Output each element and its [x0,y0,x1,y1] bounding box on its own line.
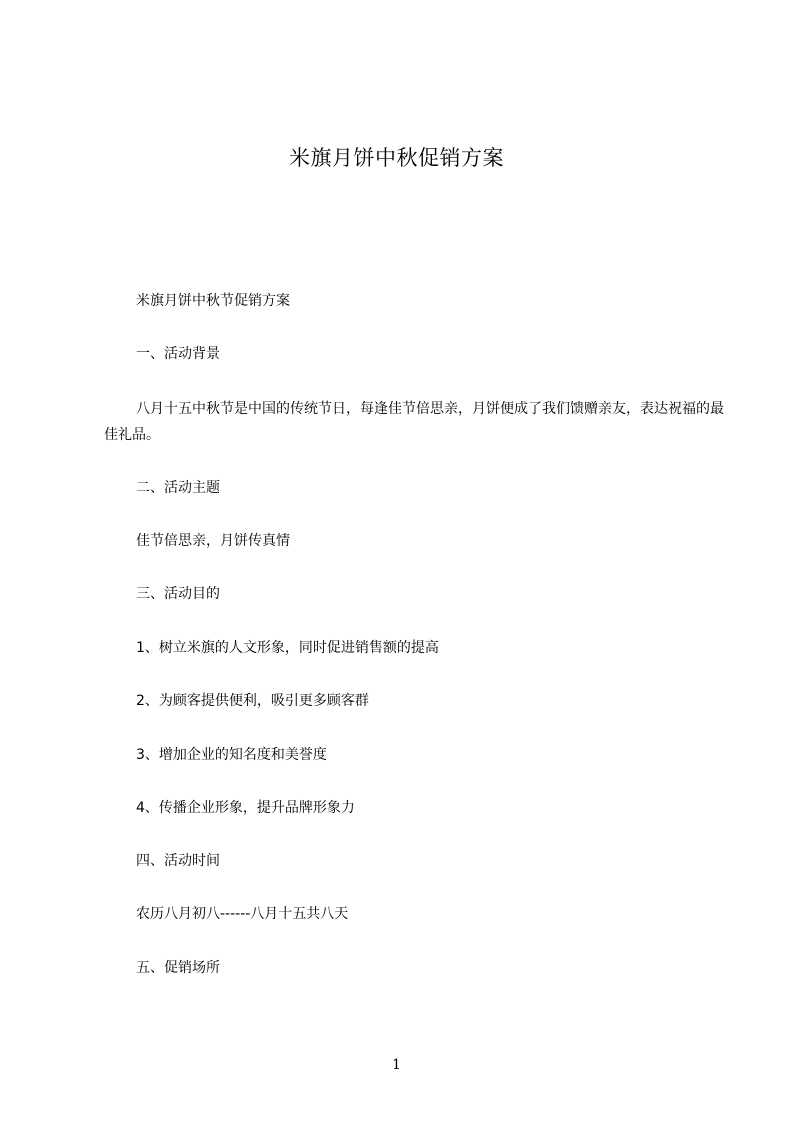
section-heading-venue: 五、促销场所 [136,960,220,976]
section-heading-time: 四、活动时间 [136,853,220,869]
subtitle-paragraph: 米旗月饼中秋节促销方案 [136,293,290,309]
section-heading-background: 一、活动背景 [136,346,220,362]
purpose-item-2: 2、为顾客提供便利，吸引更多顾客群 [136,693,369,709]
time-paragraph: 农历八月初八------八月十五共八天 [136,906,349,922]
background-paragraph: 八月十五中秋节是中国的传统节日，每逢佳节倍思亲，月饼便成了我们馈赠亲友，表达祝福的最佳礼品。 [104,401,724,443]
section-heading-theme: 二、活动主题 [136,480,220,496]
theme-paragraph: 佳节倍思亲，月饼传真情 [136,533,290,549]
purpose-item-1: 1、树立米旗的人文形象，同时促进销售额的提高 [136,640,439,656]
purpose-item-4: 4、传播企业形象，提升品牌形象力 [136,800,355,816]
document-title: 米旗月饼中秋促销方案 [289,146,504,170]
section-heading-purpose: 三、活动目的 [136,586,220,602]
page-number: 1 [392,1057,401,1073]
purpose-item-3: 3、增加企业的知名度和美誉度 [136,747,327,763]
